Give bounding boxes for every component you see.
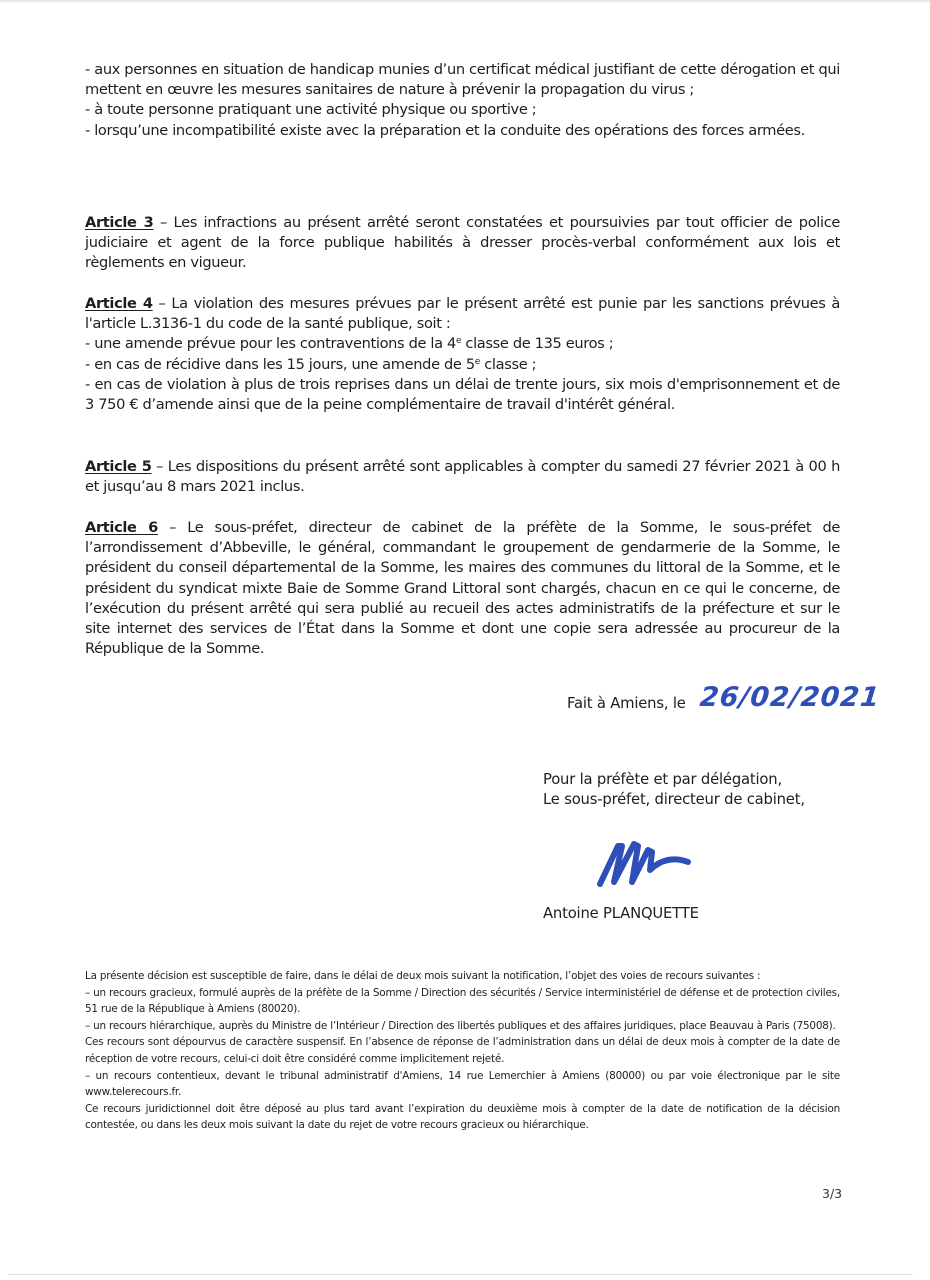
ordinal-suffix: e — [474, 356, 480, 367]
sanction-item-text: - en cas de récidive dans les 15 jours, une amende de 5 — [85, 355, 475, 373]
sanction-item-text: - une amende prévue pour les contraventions de la 4 — [85, 335, 456, 353]
recourse-note: – un recours contentieux, devant le tribunal administratif d'Amiens, 14 rue Lemerchier à Amiens (80000) ou par voie électronique par le site www.telerecours.fr. — [85, 1069, 840, 1099]
delegation-block — [543, 770, 805, 810]
article-3-label: Article 3 — [85, 214, 154, 231]
article-4-label: Article 4 — [85, 295, 153, 312]
place-line: Fait à Amiens, le — [567, 695, 686, 712]
article-3-text: – Les infractions au présent arrêté seront constatées et poursuivies par tout officier de police judiciaire et agent de la force publique habilités à dresser procès-verbal conformément aux lois et règlements en vigueur. — [85, 214, 840, 272]
signer-title: Le sous-préfet, directeur de cabinet, — [543, 791, 805, 808]
article-5-label: Article 5 — [85, 458, 152, 475]
recourse-note: La présente décision est susceptible de faire, dans le délai de deux mois suivant la notification, l’objet des voies de recours suivantes : — [85, 970, 761, 982]
recourse-note: – un recours gracieux, formulé auprès de la préfète de la Somme / Direction des sécurités / Service interministériel de défense et de protection civiles, 51 rue de la République à Amiens (80020). — [85, 986, 840, 1016]
delegation-line: Pour la préfète et par délégation, — [543, 771, 782, 788]
page-top-edge — [0, 0, 930, 3]
sanction-item-text: classe ; — [479, 355, 537, 373]
recourse-note: Ce recours juridictionnel doit être déposé au plus tard avant l’expiration du deuxième mois à compter de la date de notification de la décision contestée, ou dans les deux mois suivant la date du rejet de votre recours gracieux ou hiérarchique. — [85, 1102, 840, 1132]
article-6-text: – Le sous-préfet, directeur de cabinet de la préfète de la Somme, le sous-préfet de l’arrondissement d’Abbeville, le général, commandant le groupement de gendarmerie de la Somme, le président du conseil départemental de la Somme, les maires des communes du littoral de la Somme, et le président du syndicat mixte Baie de Somme Grand Littoral sont chargés, chacun en ce qui le concerne, de l’exécution du présent arrêté qui sera publié au recueil des actes administratifs de la préfecture et sur le site internet des services de l’État dans la Somme et dont une copie sera adressée au procureur de la République de la Somme. — [85, 519, 840, 658]
article-5 — [85, 457, 840, 497]
page-bottom-edge — [8, 1274, 913, 1275]
sanction-item-text: classe de 135 euros ; — [461, 335, 614, 353]
recourse-note: Ces recours sont dépourvus de caractère suspensif. En l’absence de réponse de l’administration dans un délai de deux mois à compter de la date de réception de votre recours, celui-ci doit être considéré comme implicitement rejeté. — [85, 1036, 840, 1065]
sanction-item — [85, 355, 840, 375]
recourse-note: – un recours hiérarchique, auprès du Ministre de l’Intérieur / Direction des libertés publiques et des affaires juridiques, place Beauvau à Paris (75008). — [85, 1019, 836, 1032]
legal-recourse-notes — [85, 968, 840, 1134]
handwritten-signature-icon — [592, 832, 712, 892]
article-5-text: – Les dispositions du présent arrêté sont applicables à compter du samedi 27 février 2021 à 00 h et jusqu’au 8 mars 2021 inclus. — [85, 458, 840, 496]
derogation-item: - à toute personne pratiquant une activité physique ou sportive ; — [85, 101, 537, 119]
ordinal-suffix: e — [455, 336, 462, 347]
sanction-item: - en cas de violation à plus de trois reprises dans un délai de trente jours, six mois d'emprisonnement et de 3 750 € d’amende ainsi que de la peine complémentaire de travail d'intérêt général. — [85, 375, 840, 414]
article-4-intro: – La violation des mesures prévues par le présent arrêté est punie par les sanctions prévues à l'article L.3136-1 du code de la santé publique, soit : — [85, 295, 840, 333]
signer-name: Antoine PLANQUETTE — [543, 905, 699, 922]
article-3 — [85, 213, 840, 274]
derogations-list — [85, 60, 840, 141]
page-number: 3/3 — [822, 1186, 843, 1201]
derogation-item: - lorsqu’une incompatibilité existe avec la préparation et la conduite des opérations des forces armées. — [85, 121, 805, 139]
sanction-item — [85, 334, 840, 354]
handwritten-date: 26/02/2021 — [698, 682, 882, 713]
article-6-label: Article 6 — [85, 519, 158, 536]
article-6 — [85, 518, 840, 659]
derogation-item: - aux personnes en situation de handicap munies d’un certificat médical justifiant de cette dérogation et qui mettent en œuvre les mesures sanitaires de nature à prévenir la propagation du virus ; — [85, 61, 840, 99]
article-4 — [85, 294, 840, 415]
